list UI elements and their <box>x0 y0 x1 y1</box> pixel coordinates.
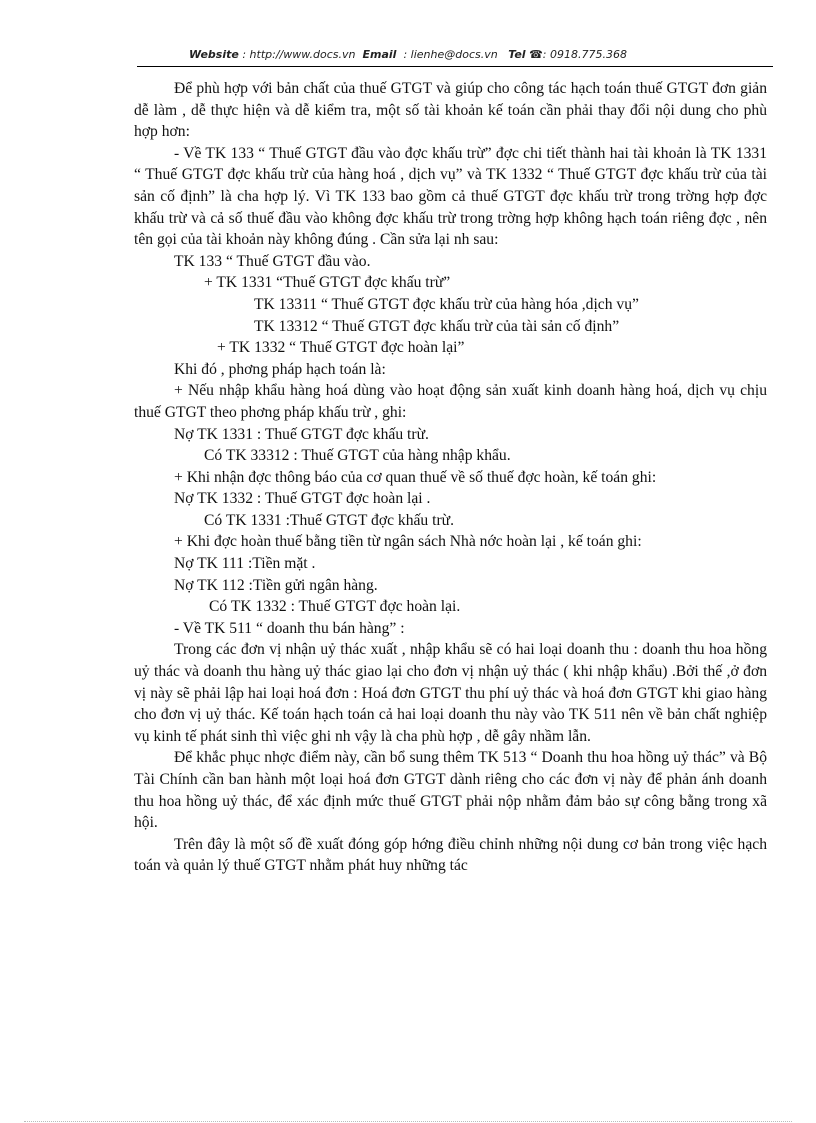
tel-number: : 0918.775.368 <box>542 48 627 61</box>
page-header <box>0 48 816 61</box>
paragraph-tk133: - Về TK 133 “ Thuế GTGT đầu vào đợc khấu trừ” đợc chi tiết thành hai tài khoản là TK 1331 “ Thuế GTGT đợc khấu trừ của hàng hoá , dịch vụ” và TK 1332 “ Thuế GTGT đợc khấu trừ của tài sản cố định” là cha hợp lý. Vì TK 133 bao gồm cả thuế GTGT đợc khấu trừ trong trờng hợp đợc khấu trừ và cả số thuế đầu vào không đợc khấu trừ trong trờng hợp không hạch toán riêng đợc , nên tên gọi của tài khoản này không đúng . Cần sửa lại nh sau: <box>134 144 767 249</box>
document-body <box>134 78 767 877</box>
website-label: Website <box>189 48 239 61</box>
email-label: Email <box>362 48 397 61</box>
email-address[interactable]: : lienhe@docs.vn <box>403 48 498 61</box>
case-import: + Nếu nhập khẩu hàng hoá dùng vào hoạt động sản xuất kinh doanh hàng hoá, dịch vụ chịu thuế GTGT theo phơng pháp khấu trừ , ghi: <box>134 382 767 421</box>
phone-icon: ☎ <box>529 48 543 61</box>
entry-debit-112: Nợ TK 112 :Tiền gửi ngân hàng. <box>174 576 378 594</box>
account-tk133: TK 133 “ Thuế GTGT đầu vào. <box>174 252 371 270</box>
account-tk13311: TK 13311 “ Thuế GTGT đợc khấu trừ của hàng hóa ,dịch vụ” <box>254 295 639 313</box>
entry-debit-1331: Nợ TK 1331 : Thuế GTGT đợc khấu trừ. <box>174 425 429 443</box>
account-tk1332: + TK 1332 “ Thuế GTGT đợc hoàn lại” <box>217 339 465 357</box>
website-url[interactable]: : http://www.docs.vn <box>242 48 356 61</box>
heading-tk511: - Về TK 511 “ doanh thu bán hàng” : <box>174 619 405 637</box>
paragraph-conclusion: Trên đây là một số đề xuất đóng góp hớng điều chỉnh những nội dung cơ bản trong việc hạch toán và quản lý thuế GTGT nhằm phát huy những tác <box>134 835 767 875</box>
entry-debit-1332: Nợ TK 1332 : Thuế GTGT đợc hoàn lại . <box>174 490 431 508</box>
footer-divider <box>24 1121 792 1122</box>
case-refund: + Khi đợc hoàn thuế bằng tiền từ ngân sách Nhà nớc hoàn lại , kế toán ghi: <box>174 533 642 551</box>
case-notice: + Khi nhận đợc thông báo của cơ quan thuế về số thuế đợc hoàn, kế toán ghi: <box>174 468 657 486</box>
paragraph-tk511: Trong các đơn vị nhận uỷ thác xuất , nhập khẩu sẽ có hai loại doanh thu : doanh thu hoa hồng uỷ thác và doanh thu hàng uỷ thác giao lại cho đơn vị nhận uỷ thác ( khi nhập khẩu) .Bởi thế ,ở đơn vị này sẽ phải lập hai loại hoá đơn : Hoá đơn GTGT thu phí uỷ thác và hoá đơn GTGT khi giao hàng cho đơn vị uỷ thác. Kế toán hạch toán cả hai loại doanh thu này vào TK 511 nên về bản chất nghiệp vụ kinh tế phát sinh thì việc ghi nh vậy là cha phù hợp , dễ gây nhầm lẫn. <box>134 641 767 745</box>
account-tk1331: + TK 1331 “Thuế GTGT đợc khấu trừ” <box>204 274 451 292</box>
tel-label: Tel <box>508 48 526 61</box>
entry-credit-1332: Có TK 1332 : Thuế GTGT đợc hoàn lại. <box>209 598 461 616</box>
account-tk13312: TK 13312 “ Thuế GTGT đợc khấu trừ của tài sản cố định” <box>254 317 620 335</box>
entry-debit-111: Nợ TK 111 :Tiền mặt . <box>174 555 316 573</box>
paragraph-intro: Để phù hợp với bản chất của thuế GTGT và giúp cho công tác hạch toán thuế GTGT đơn giản dễ làm , dễ thực hiện và dễ kiểm tra, một số tài khoản kế toán cần phải thay đổi nội dung cho phù hợp hơn: <box>134 80 767 141</box>
entry-credit-1331: Có TK 1331 :Thuế GTGT đợc khấu trừ. <box>204 511 454 529</box>
method-intro: Khi đó , phơng pháp hạch toán là: <box>174 360 386 378</box>
entry-credit-33312: Có TK 33312 : Thuế GTGT của hàng nhập khẩu. <box>204 447 511 465</box>
paragraph-tk513: Để khắc phục nhợc điểm này, cần bổ sung thêm TK 513 “ Doanh thu hoa hồng uỷ thác” và Bộ Tài Chính cần ban hành một loại hoá đơn GTGT dành riêng cho các đơn vị này để phản ánh doanh thu hoa hồng uỷ thác, để xác định mức thuế GTGT phải nộp nhằm đảm bảo sự công bằng trong xã hội. <box>134 749 767 832</box>
header-divider <box>137 66 773 67</box>
